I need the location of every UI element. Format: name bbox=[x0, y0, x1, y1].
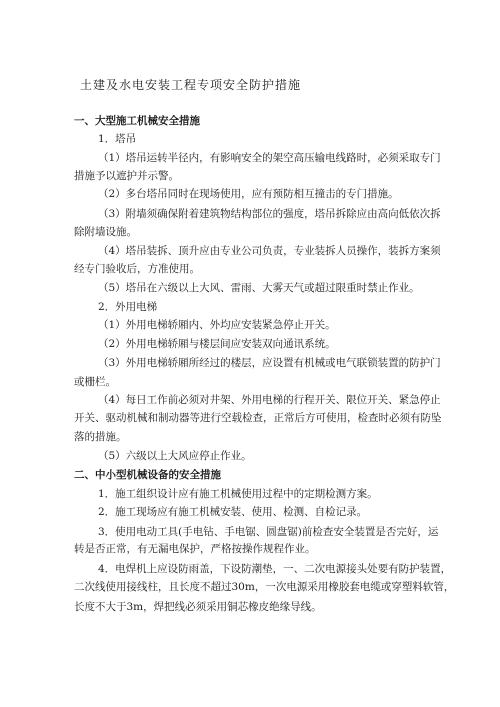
paragraph-line: （2）多台塔吊同时在现场使用，应有预防相互撞击的专门措施。 bbox=[98, 188, 399, 200]
paragraph-line: 长度不大于3m，焊把线必须采用铜芯橡皮绝缘导线。 bbox=[74, 601, 322, 613]
paragraph-line: 2．外用电梯 bbox=[98, 301, 158, 313]
paragraph-line: 开关、驱动机械和制动器等进行空载检查，正常后方可使用，检查时必须有防坠 bbox=[74, 412, 442, 424]
paragraph-line: （5）塔吊在六级以上大风、雷雨、大雾天气或超过限重时禁止作业。 bbox=[98, 282, 420, 294]
paragraph-line: 落的措施。 bbox=[74, 431, 127, 443]
paragraph-line: （4）塔吊装拆、顶升应由专业公司负责，专业装拆人员操作，装拆方案须 bbox=[98, 245, 441, 257]
paragraph-line: 2．施工现场应有施工机械安装、使用、检测、自检记录。 bbox=[98, 506, 368, 518]
paragraph-line: （3）外用电梯轿厢所经过的楼层，应设置有机械或电气联锁装置的防护门 bbox=[98, 357, 441, 369]
paragraph-line: 3．使用电动工具(手电钻、手电锯、圆盘锯)前检查安全装置是否完好，运 bbox=[98, 526, 439, 538]
paragraph-line: （2）外用电梯轿厢与楼层间应安装双向通讯系统。 bbox=[98, 338, 336, 350]
paragraph-line: 1．施工组织设计应有施工机械使用过程中的定期检测方案。 bbox=[98, 488, 378, 500]
paragraph-line: （1）塔吊运转半径内，有影响安全的架空高压输电线路时，必须采取专门 bbox=[98, 152, 441, 164]
paragraph-line: 4．电焊机上应设防雨盖，下设防潮垫，一、二次电源接头处要有防护装置， bbox=[98, 563, 452, 575]
document-title: 土建及水电安装工程专项安全防护措施 bbox=[80, 78, 302, 92]
paragraph-line: 或栅栏。 bbox=[74, 376, 116, 388]
section-heading: 二、中小型机械设备的安全措施 bbox=[74, 469, 221, 481]
paragraph-line: 1．塔吊 bbox=[98, 133, 137, 145]
paragraph-line: 除附墙设施。 bbox=[74, 226, 137, 238]
paragraph-line: 转是否正常，有无漏电保护，严格按操作规程作业。 bbox=[74, 543, 316, 555]
paragraph-line: （5）六级以上大风应停止作业。 bbox=[98, 450, 252, 462]
paragraph-line: 二次线使用接线柱，且长度不超过30m，一次电源采用橡胶套电缆或穿塑料软管， bbox=[74, 581, 455, 593]
paragraph-line: （3）附墙须确保附着建筑物结构部位的强度，塔吊拆除应由高向低依次拆 bbox=[98, 208, 441, 220]
paragraph-line: 经专门验收后，方准使用。 bbox=[74, 263, 200, 275]
section-heading: 一、大型施工机械安全措施 bbox=[74, 115, 200, 127]
paragraph-line: （4）每日工作前必须对井架、外用电梯的行程开关、限位开关、紧急停止 bbox=[98, 394, 441, 406]
paragraph-line: 措施予以遮护并示警。 bbox=[74, 170, 179, 182]
paragraph-line: （1）外用电梯轿厢内、外均应安装紧急停止开关。 bbox=[98, 319, 336, 331]
